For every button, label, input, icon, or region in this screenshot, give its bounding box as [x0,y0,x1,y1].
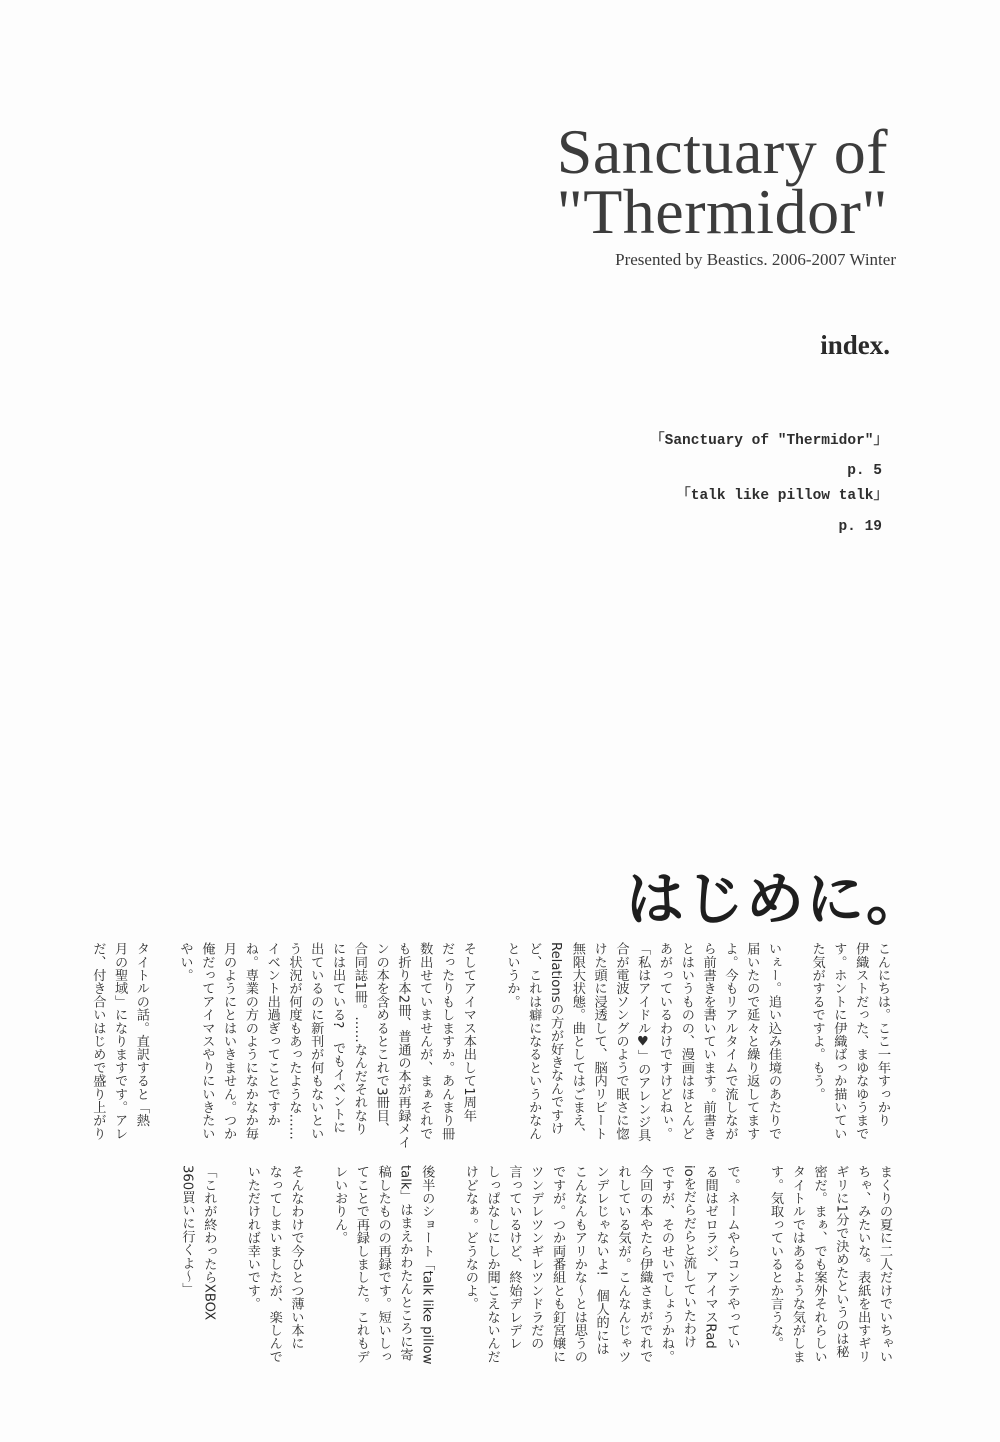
intro-body-upper: こんにちは。ここ一年すっかり 伊織ストだった、まゆなゆうまで す。ホントに伊織ばっか描いてい た気がするですよ。もう。 いぇー。追い込み佳境のあたりで 届いたので延々と繰り返してます よ。今もリアルタイムで流しなが ら前書きを書いています。前書き とはいうものの、漫画はほとんど あがっているわけですけどねぃ。 「私はアイドル♥」のアレンジ具 合が電波ソングのようで眠さに惚 けた頭に浸透して、脳内リピート 無限大状態。曲としてはごまえ、 Relationsの方が好きなんですけ ど、これは癖になるというかなん というか。 そしてアイマス本出して1周年 だったりもしますか。あんまり冊 数出せていませんが、まぁそれで も折り本2冊、普通の本が再録メイ ンの本を含めるとこれで3冊目、 合同誌1冊。……なんだそれなり には出ている? でもイベントに 出ているのに新刊が何もないとい う状況が何度もあったような…… イベント出過ぎってことですか ね。専業の方のようになかなか毎 月のようにとはいきません。つか 俺だってアイマスやりにいきたい やい。 タイトルの話。直訳すると「熱 月の聖域」になりますです。アレ だ、付き合いはじめで盛り上がり [90,942,890,1149]
cover-title-line-2: "Thermidor" [556,176,888,247]
cover-title-line-1: Sanctuary of [556,116,888,187]
presented-by-credit: Presented by Beastics. 2006-2007 Winter [615,250,896,269]
index-item-title: 「talk like pillow talk」 [676,488,888,504]
index-item-title: 「Sanctuary of "Thermidor"」 [650,433,888,449]
index-heading: index. [820,330,890,360]
intro-body-lower: まくりの夏に二人だけでいちゃい ちゃ、みたいな。表紙を出すギリ ギリに1分で決めたというのは秘 密だ。まぁ、でも案外それらしい タイトルではあるような気がしま す。気取っているとか言うな。 で。ネームやらコンテやってい る間はゼロラジ、アイマスRad ioをだらだらと流していたわけ ですが、そのせいでしょうかね。 今回の本やたら伊織さまがでれで れしている気が。こんなんじゃツ ンデレじゃないよ! 個人的には こんなんもアリかな～とは思うの ですが。つか両番組とも釘宮嬢に ツンデレツンギレツンドラだの 言っているけど、終始デレデレ しっぱなしにしか聞こえないんだ けどなぁ。どうなのよ。 後半のショート「talk like pillow talk」はまえかわたんところに寄 稿したものの再録です。短いしっ てことで再録しました。これもデ レいおりん。 そんなわけで今ひとつ薄い本に なってしまいましたが、楽しんで いただければ幸いです。 「これが終わったらXBOX 360買いに行くよ～」 [179,1165,892,1365]
index-item-page: p. 19 [838,519,882,535]
index-item-page: p. 5 [847,463,882,479]
intro-heading: はじめに。 [625,865,926,933]
